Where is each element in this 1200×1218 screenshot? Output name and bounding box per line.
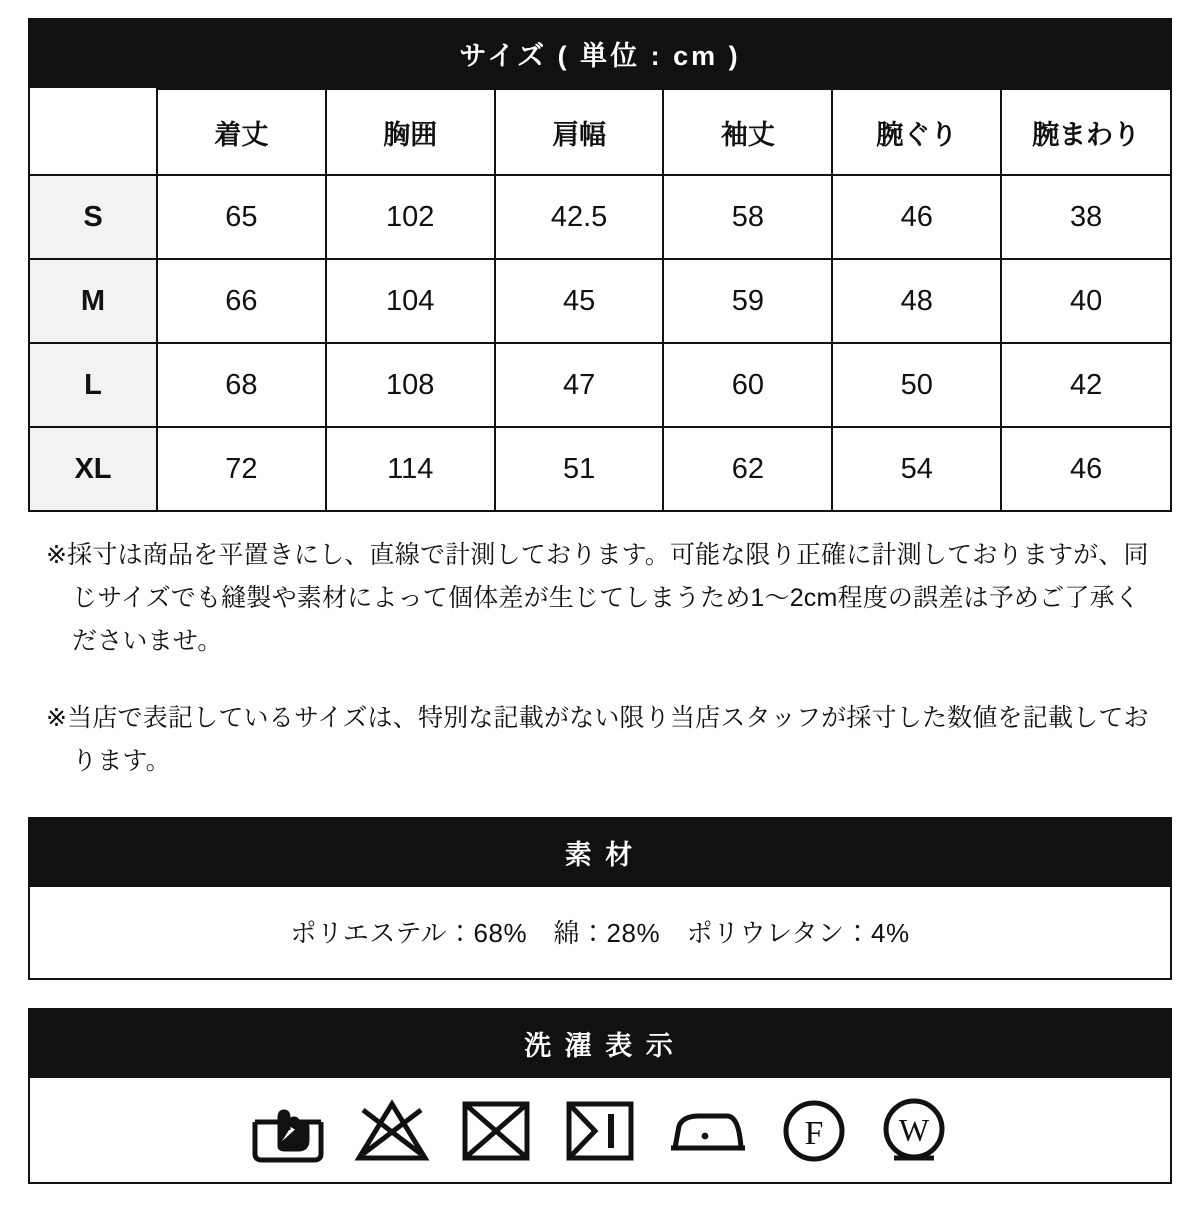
column-header-shoulder: 肩幅 (495, 89, 664, 175)
cell-xl-armhole: 54 (832, 427, 1001, 511)
column-header-arm-circumference: 腕まわり (1001, 89, 1170, 175)
column-header-sleeve-length: 袖丈 (663, 89, 832, 175)
svg-text:W: W (898, 1112, 930, 1148)
cell-l-sleeve-length: 60 (663, 343, 832, 427)
cell-xl-sleeve-length: 62 (663, 427, 832, 511)
cell-xl-shoulder: 51 (495, 427, 664, 511)
column-header-chest: 胸囲 (326, 89, 495, 175)
size-table-head (30, 89, 1170, 175)
cell-s-shoulder: 42.5 (495, 175, 664, 259)
cell-s-armhole: 46 (832, 175, 1001, 259)
material-section (28, 817, 1172, 980)
no-tumble-dry-icon (457, 1096, 535, 1166)
cell-l-chest: 108 (326, 343, 495, 427)
size-section (28, 18, 1172, 512)
cell-m-body-length: 66 (157, 259, 326, 343)
column-header-armhole: 腕ぐり (832, 89, 1001, 175)
cell-l-arm-circumference: 42 (1001, 343, 1170, 427)
size-section-title: サイズ ( 単位 : cm ) (30, 20, 1170, 88)
no-bleach-icon (353, 1096, 431, 1166)
row-header-size-xl: XL (30, 427, 157, 511)
cell-xl-body-length: 72 (157, 427, 326, 511)
hand-wash-icon (249, 1096, 327, 1166)
cell-xl-arm-circumference: 46 (1001, 427, 1170, 511)
table-row (30, 343, 1170, 427)
cell-m-shoulder: 45 (495, 259, 664, 343)
material-section-title: 素 材 (30, 819, 1170, 887)
wash-section-title: 洗 濯 表 示 (30, 1010, 1170, 1078)
size-table (30, 88, 1170, 512)
iron-low-icon (665, 1096, 751, 1166)
size-table-corner-cell (30, 89, 157, 175)
staff-measurement-note: ※当店で表記しているサイズは、特別な記載がない限り当店スタッフが採寸した数値を記載しております。 (46, 704, 1149, 775)
wash-section (28, 1008, 1172, 1184)
cell-l-body-length: 68 (157, 343, 326, 427)
cell-m-chest: 104 (326, 259, 495, 343)
row-header-size-s: S (30, 175, 157, 259)
row-header-size-m: M (30, 259, 157, 343)
cell-m-sleeve-length: 59 (663, 259, 832, 343)
cell-l-armhole: 50 (832, 343, 1001, 427)
cell-s-body-length: 65 (157, 175, 326, 259)
product-size-info-page (0, 18, 1200, 1218)
size-table-body (30, 175, 1170, 511)
table-row (30, 175, 1170, 259)
svg-text:F: F (804, 1115, 824, 1152)
column-header-body-length: 着丈 (157, 89, 326, 175)
table-row (30, 259, 1170, 343)
dry-clean-f-icon (777, 1096, 851, 1166)
drip-dry-in-shade-icon (561, 1096, 639, 1166)
notes-section (28, 534, 1172, 783)
cell-s-chest: 102 (326, 175, 495, 259)
cell-s-arm-circumference: 38 (1001, 175, 1170, 259)
cell-m-arm-circumference: 40 (1001, 259, 1170, 343)
cell-xl-chest: 114 (326, 427, 495, 511)
row-header-size-l: L (30, 343, 157, 427)
wash-icon-row (30, 1078, 1170, 1182)
material-composition: ポリエステル：68% 綿：28% ポリウレタン：4% (290, 918, 910, 948)
table-header-row (30, 89, 1170, 175)
cell-l-shoulder: 47 (495, 343, 664, 427)
table-row (30, 427, 1170, 511)
wet-clean-w-icon (877, 1096, 951, 1166)
measurement-note: ※採寸は商品を平置きにし、直線で計測しております。可能な限り正確に計測しておりますが、同じサイズでも縫製や素材によって個体差が生じてしまうため1〜2cm程度の誤差は予めご了承くださいませ。 (46, 541, 1149, 655)
cell-m-armhole: 48 (832, 259, 1001, 343)
cell-s-sleeve-length: 58 (663, 175, 832, 259)
